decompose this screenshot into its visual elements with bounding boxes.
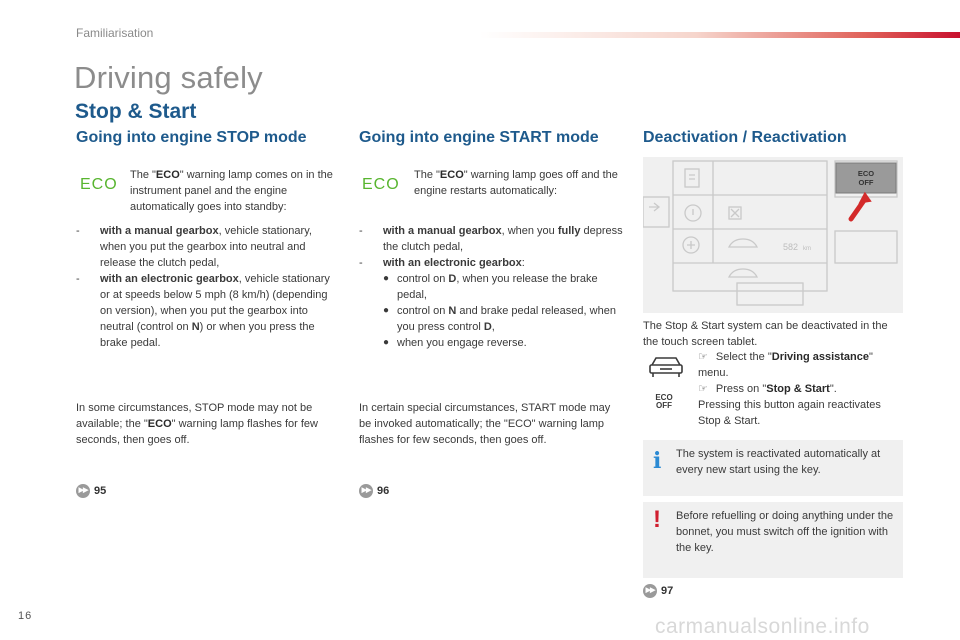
page-reference-97[interactable]: ▶▶ 97 xyxy=(643,584,673,598)
stop-note-text: In some circumstances, STOP mode may not be available; the "ECO" warning lamp flashes for few seconds, then goes off. xyxy=(76,402,318,446)
touch-screen-drawing xyxy=(643,157,903,313)
step-select-menu: ☞ Select the "Driving assistance" menu. xyxy=(698,351,873,379)
watermark: carmanualsonline.info xyxy=(655,615,870,638)
warning-note-box xyxy=(643,502,903,578)
pointer-arrow-icon xyxy=(851,192,872,219)
stop-intro-text: The "ECO" warning lamp comes on in the instrument panel and the engine automatically goes into standby: xyxy=(130,169,333,213)
page-link-icon: ▶▶ xyxy=(643,584,657,598)
eco-off-label: OFF xyxy=(858,178,874,187)
stop-mode-heading: Going into engine STOP mode xyxy=(76,129,307,146)
eco-lamp-icon: ECO xyxy=(80,176,118,193)
eco-lamp-icon: ECO xyxy=(362,176,400,193)
section-label: Familiarisation xyxy=(76,26,154,40)
start-intro-text: The "ECO" warning lamp goes off and the engine restarts automatically: xyxy=(414,169,618,197)
info-note-text: The system is reactivated automatically at every new start using the key. xyxy=(676,448,881,476)
step-reactivate-text: Pressing this button again reactivates Stop & Start. xyxy=(698,399,881,427)
page-link-icon: ▶▶ xyxy=(76,484,90,498)
section-subtitle: Stop & Start xyxy=(75,100,197,123)
step-press-button: ☞ Press on "Stop & Start". xyxy=(698,383,837,395)
page-reference-96[interactable]: ▶▶ 96 xyxy=(359,484,389,498)
info-note-box xyxy=(643,440,903,496)
deactivation-heading: Deactivation / Reactivation xyxy=(643,129,847,146)
list-item: - with an electronic gearbox, vehicle stationary or at speeds below 5 mph (8 km/h) (depending on version), when you put the gearbox into neutral (control on N) or when you press the brake pedal. xyxy=(76,273,330,349)
range-unit: km xyxy=(803,246,811,252)
car-icon xyxy=(648,355,684,379)
touch-screen-illustration xyxy=(643,157,903,313)
stop-conditions-list xyxy=(76,223,334,351)
start-mode-heading: Going into engine START mode xyxy=(359,129,599,146)
deactivation-intro-text: The Stop & Start system can be deactivated in the the touch screen tablet. xyxy=(643,320,888,348)
start-note-text: In certain special circumstances, START mode may be invoked automatically; the "ECO" warning lamp flashes for few seconds, then goes off. xyxy=(359,402,611,446)
eco-off-icon: ECO OFF xyxy=(655,393,673,410)
header-accent-bar xyxy=(480,32,960,38)
warning-note-text: Before refuelling or doing anything under the bonnet, you must switch off the ignition with the key. xyxy=(676,510,894,554)
list-item: - with a manual gearbox, when you fully depress the clutch pedal, xyxy=(359,225,623,253)
info-icon: i xyxy=(653,448,662,474)
list-item: - with a manual gearbox, vehicle stationary, when you put the gearbox into neutral and release the clutch pedal, xyxy=(76,225,312,269)
list-item: - with an electronic gearbox: ● control on D, when you release the brake pedal, ● control on N and brake pedal released, when you press control D, ● when you engage reverse. xyxy=(359,255,625,351)
page-reference-95[interactable]: ▶▶ 95 xyxy=(76,484,106,498)
deactivation-steps xyxy=(698,349,903,429)
page-number: 16 xyxy=(18,610,33,622)
range-value: 582 xyxy=(783,242,799,252)
start-conditions-list xyxy=(359,223,625,351)
warning-icon: ! xyxy=(653,506,661,533)
eco-off-label: ECO xyxy=(857,169,875,178)
list-item: ● when you engage reverse. xyxy=(383,337,527,349)
list-item: ● control on D, when you release the brake pedal, xyxy=(383,273,598,301)
page-title: Driving safely xyxy=(74,60,263,95)
list-item: ● control on N and brake pedal released, when you press control D, xyxy=(383,305,616,333)
page-link-icon: ▶▶ xyxy=(359,484,373,498)
